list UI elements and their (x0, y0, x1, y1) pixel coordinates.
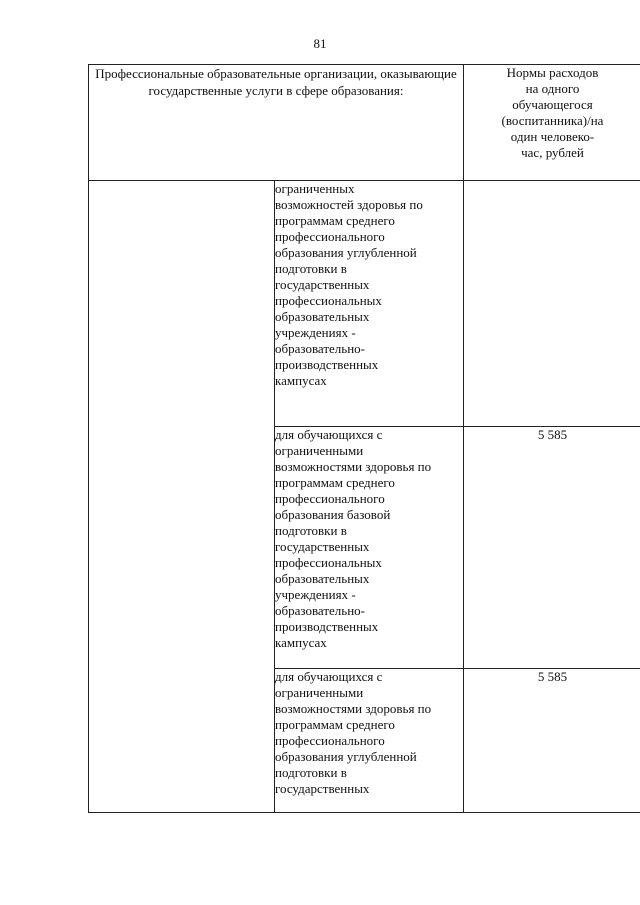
norms-table (88, 64, 640, 813)
value-text: 5 585 (537, 669, 568, 684)
description-text: ограниченных возможностей здоровья по программам среднего профессионального образования углубленной подготовки в государственных профессиональных образовательных учреждениях - образовательно- производственных кампусах (275, 181, 423, 388)
header-organizations-text: Профессиональные образовательные организации, оказывающие государственные услуги в сфере образования: (95, 66, 457, 98)
empty-first-column-cell (89, 181, 275, 813)
page-number: 81 (313, 36, 327, 51)
description-cell (275, 181, 464, 427)
value-cell (464, 181, 640, 427)
table-row (89, 181, 640, 427)
header-norms (464, 65, 640, 181)
value-cell (464, 427, 640, 669)
header-organizations (89, 65, 464, 181)
description-cell (275, 427, 464, 669)
description-cell (275, 669, 464, 813)
value-cell (464, 669, 640, 813)
value-text: 5 585 (537, 427, 568, 442)
table-header-row (89, 65, 640, 181)
description-text: для обучающихся с ограниченными возможностями здоровья по программам среднего профессионального образования углубленной подготовки в государственных (275, 669, 432, 796)
description-text: для обучающихся с ограниченными возможностями здоровья по программам среднего профессионального образования базовой подготовки в государственных профессиональных образовательных учреждениях - образовательно- производственных кампусах (275, 427, 432, 650)
header-norms-text: Нормы расходов на одного обучающегося (воспитанника)/на один человеко- час, рублей (501, 65, 604, 160)
